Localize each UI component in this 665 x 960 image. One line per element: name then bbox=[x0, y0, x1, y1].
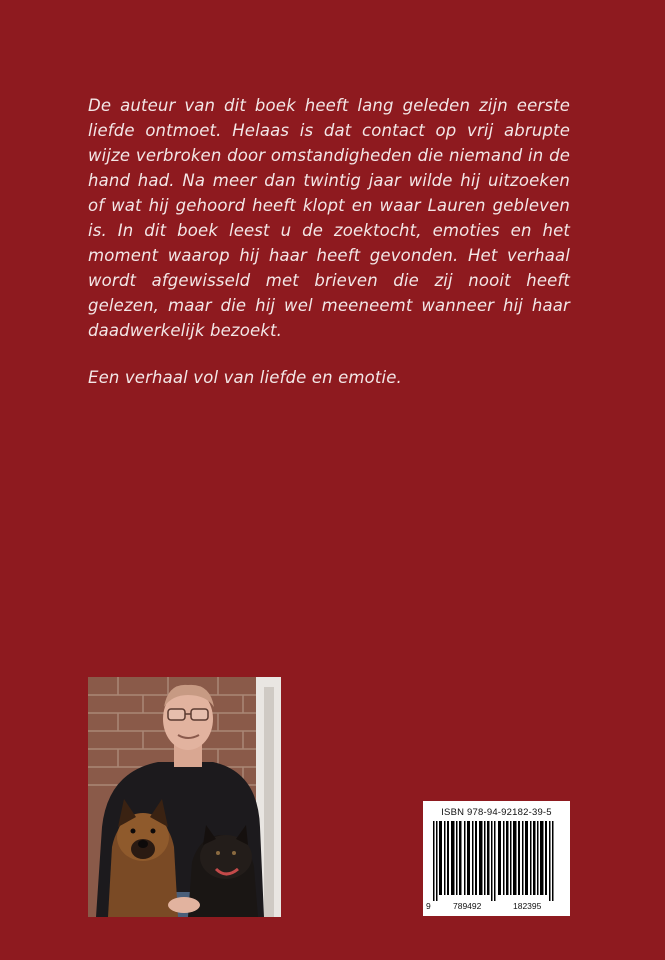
isbn-label: ISBN 978-94-92182-39-5 bbox=[441, 807, 552, 818]
barcode-digit-group-1: 789492 bbox=[453, 901, 482, 911]
isbn-barcode bbox=[423, 801, 570, 916]
barcode-digit-group-2: 182395 bbox=[513, 901, 542, 911]
blurb-paragraph-2: Een verhaal vol van liefde en emotie. bbox=[88, 368, 402, 387]
blurb-paragraph-1: De auteur van dit boek heeft lang geleden zijn eerste liefde ontmoet. Helaas is dat contact op vrij abrupte wijze verbroken door omstandigheden die niemand in de hand had. Na meer dan twintig jaar wilde hij uitzoeken of wat hij gehoord heeft klopt en waar Lauren gebleven is. In dit boek leest u de zoektocht, emoties en het moment waarop hij haar heeft gevonden. Het verhaal wordt afgewisseld met brieven die zij nooit heeft gelezen, maar die hij wel meeneemt wanneer hij haar daadwerkelijk bezoekt. bbox=[88, 96, 570, 340]
barcode-digits bbox=[423, 901, 570, 913]
barcode-digit-lead: 9 bbox=[426, 901, 431, 911]
barcode-bars bbox=[429, 821, 564, 901]
blurb-text bbox=[88, 93, 570, 390]
author-photo-illustration bbox=[88, 677, 281, 917]
author-photo bbox=[88, 677, 281, 917]
